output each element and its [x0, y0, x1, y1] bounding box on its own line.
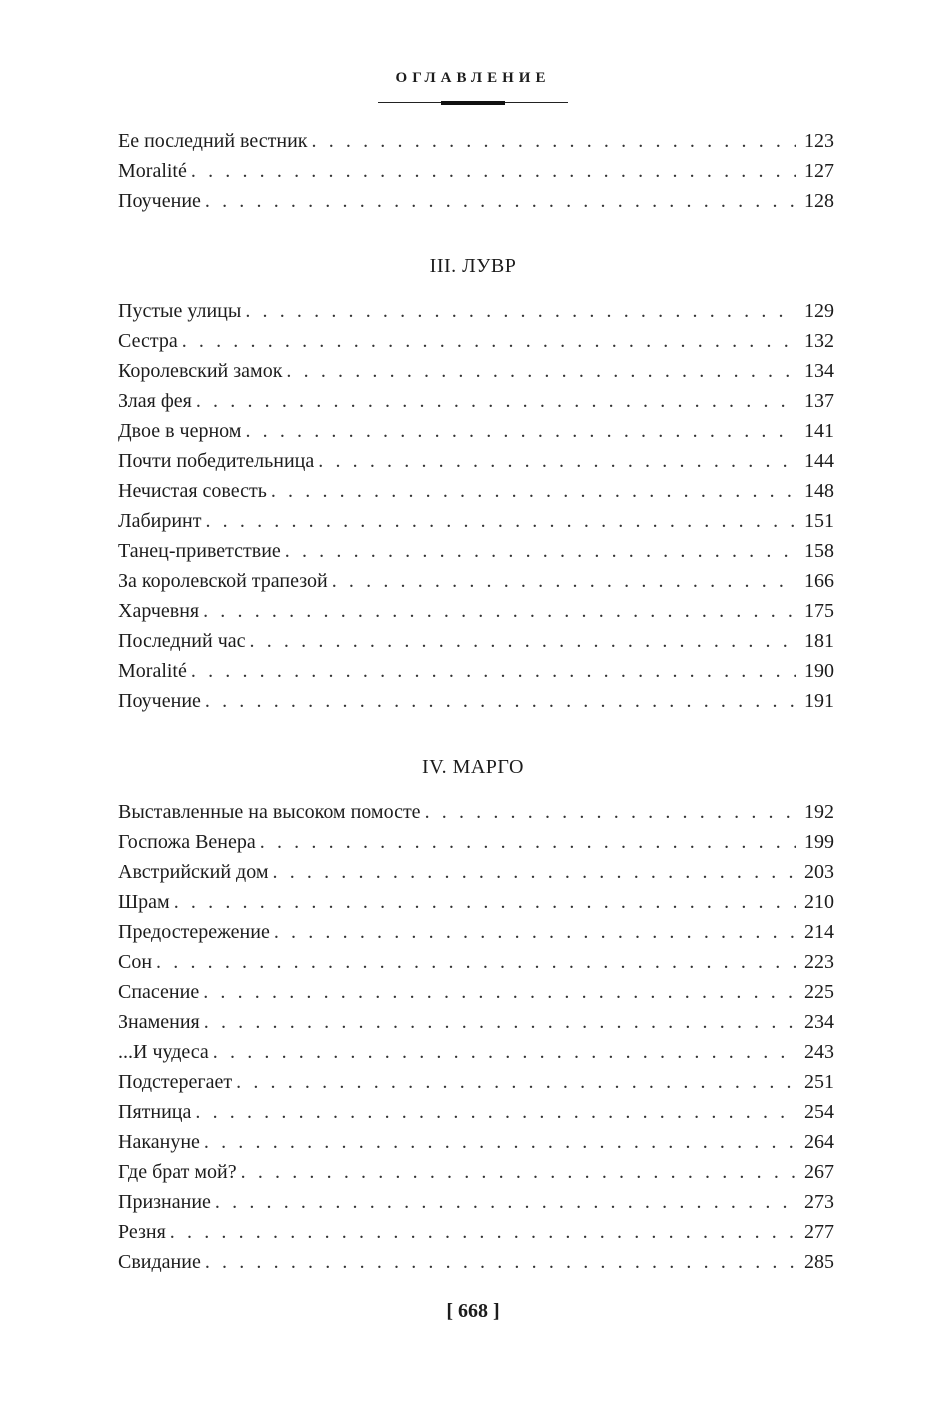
dot-leader: [156, 947, 796, 977]
entry-page: 148: [804, 480, 834, 502]
toc-entry[interactable]: [118, 1217, 834, 1247]
entry-title: Госпожа Венера: [118, 831, 256, 853]
entry-title: Поучение: [118, 690, 201, 712]
dot-leader: [182, 326, 796, 356]
dot-leader: [236, 1067, 796, 1097]
toc-entry[interactable]: [118, 1007, 834, 1037]
toc-entry[interactable]: [118, 686, 834, 716]
dot-leader: [286, 356, 796, 386]
entry-title: Где брат мой?: [118, 1161, 237, 1183]
dot-leader: [204, 1127, 796, 1157]
section-title-margo: IV. МАРГО: [422, 756, 524, 778]
toc-entry[interactable]: [118, 416, 834, 446]
entry-page: 175: [804, 600, 834, 622]
entry-title: Королевский замок: [118, 360, 283, 382]
toc-entry[interactable]: [118, 156, 834, 186]
entry-page: 129: [804, 300, 834, 322]
entry-page: 264: [804, 1131, 834, 1153]
dot-leader: [174, 887, 796, 917]
entry-page: 128: [804, 190, 834, 212]
toc-entry[interactable]: [118, 977, 834, 1007]
entry-page: 166: [804, 570, 834, 592]
entry-page: 141: [804, 420, 834, 442]
entry-page: 158: [804, 540, 834, 562]
toc-entry[interactable]: [118, 386, 834, 416]
entry-title: Танец-приветствие: [118, 540, 281, 562]
dot-leader: [271, 476, 796, 506]
toc-entry[interactable]: [118, 446, 834, 476]
entry-page: 223: [804, 951, 834, 973]
entry-title: Moralité: [118, 160, 187, 182]
dot-leader: [191, 156, 796, 186]
dot-leader: [250, 626, 796, 656]
dot-leader: [195, 1097, 796, 1127]
entry-title: Предостережение: [118, 921, 270, 943]
dot-leader: [205, 1247, 796, 1277]
entry-page: 123: [804, 130, 834, 152]
entry-title: Поучение: [118, 190, 201, 212]
entry-title: Лабиринт: [118, 510, 202, 532]
dot-leader: [205, 506, 796, 536]
entry-title: Шрам: [118, 891, 170, 913]
dot-leader: [245, 416, 796, 446]
section-title-louvre: III. ЛУВР: [429, 255, 517, 277]
toc-continued-list: [118, 126, 834, 216]
dot-leader: [425, 797, 796, 827]
toc-section-3-list: [118, 296, 834, 716]
dot-leader: [318, 446, 796, 476]
toc-entry[interactable]: [118, 566, 834, 596]
entry-page: 132: [804, 330, 834, 352]
entry-title: ...И чудеса: [118, 1041, 209, 1063]
entry-title: Выставленные на высоком помосте: [118, 801, 421, 823]
dot-leader: [203, 596, 796, 626]
dot-leader: [245, 296, 796, 326]
entry-title: Злая фея: [118, 390, 192, 412]
entry-page: 277: [804, 1221, 834, 1243]
entry-title: Moralité: [118, 660, 187, 682]
entry-title: Последний час: [118, 630, 246, 652]
dot-leader: [241, 1157, 796, 1187]
toc-entry[interactable]: [118, 1037, 834, 1067]
toc-entry[interactable]: [118, 296, 834, 326]
entry-title: Спасение: [118, 981, 200, 1003]
dot-leader: [285, 536, 796, 566]
toc-entry[interactable]: [118, 1067, 834, 1097]
header-rule-ornament: [441, 101, 505, 105]
toc-entry[interactable]: [118, 1157, 834, 1187]
entry-page: 144: [804, 450, 834, 472]
entry-title: Двое в черном: [118, 420, 242, 442]
entry-page: 234: [804, 1011, 834, 1033]
toc-entry[interactable]: [118, 947, 834, 977]
entry-title: Сон: [118, 951, 153, 973]
dot-leader: [274, 917, 796, 947]
entry-title: Нечистая совесть: [118, 480, 267, 502]
toc-entry[interactable]: [118, 857, 834, 887]
dot-leader: [215, 1187, 796, 1217]
toc-section-4-list: [118, 797, 834, 1277]
toc-entry[interactable]: [118, 887, 834, 917]
toc-entry[interactable]: [118, 917, 834, 947]
toc-entry[interactable]: [118, 1247, 834, 1277]
toc-entry[interactable]: [118, 626, 834, 656]
entry-title: Ее последний вестник: [118, 130, 308, 152]
toc-entry[interactable]: [118, 1187, 834, 1217]
toc-entry[interactable]: [118, 656, 834, 686]
dot-leader: [312, 126, 797, 156]
entry-page: 214: [804, 921, 834, 943]
entry-title: Признание: [118, 1191, 211, 1213]
entry-title: Харчевня: [118, 600, 200, 622]
entry-page: 251: [804, 1071, 834, 1093]
entry-title: Свидание: [118, 1251, 201, 1273]
dot-leader: [332, 566, 796, 596]
entry-page: 225: [804, 981, 834, 1003]
entry-title: Почти победительница: [118, 450, 315, 472]
entry-page: 181: [804, 630, 834, 652]
entry-page: 267: [804, 1161, 834, 1183]
entry-page: 127: [804, 160, 834, 182]
toc-entry[interactable]: [118, 326, 834, 356]
entry-title: Резня: [118, 1221, 166, 1243]
toc-entry[interactable]: [118, 506, 834, 536]
entry-title: Подстерегает: [118, 1071, 233, 1093]
dot-leader: [204, 1007, 796, 1037]
entry-title: Австрийский дом: [118, 861, 269, 883]
dot-leader: [273, 857, 797, 887]
entry-page: 285: [804, 1251, 834, 1273]
page-number: [ 668 ]: [446, 1300, 500, 1322]
toc-entry[interactable]: [118, 1127, 834, 1157]
dot-leader: [170, 1217, 796, 1247]
dot-leader: [196, 386, 796, 416]
toc-entry[interactable]: [118, 797, 834, 827]
entry-page: 192: [804, 801, 834, 823]
toc-entry[interactable]: [118, 476, 834, 506]
toc-entry[interactable]: [118, 1097, 834, 1127]
dot-leader: [203, 977, 796, 1007]
toc-entry[interactable]: [118, 536, 834, 566]
entry-page: 254: [804, 1101, 834, 1123]
entry-page: 203: [804, 861, 834, 883]
toc-entry[interactable]: [118, 596, 834, 626]
entry-page: 151: [804, 510, 834, 532]
entry-title: Пятница: [118, 1101, 192, 1123]
entry-page: 210: [804, 891, 834, 913]
dot-leader: [260, 827, 796, 857]
entry-page: 273: [804, 1191, 834, 1213]
dot-leader: [205, 686, 796, 716]
toc-entry[interactable]: [118, 126, 834, 156]
entry-title: Сестра: [118, 330, 178, 352]
entry-title: Пустые улицы: [118, 300, 242, 322]
entry-page: 191: [804, 690, 834, 712]
dot-leader: [191, 656, 796, 686]
entry-page: 199: [804, 831, 834, 853]
dot-leader: [213, 1037, 796, 1067]
entry-title: Накануне: [118, 1131, 200, 1153]
entry-page: 134: [804, 360, 834, 382]
entry-page: 137: [804, 390, 834, 412]
toc-entry[interactable]: [118, 827, 834, 857]
entry-title: За королевской трапезой: [118, 570, 328, 592]
entry-page: 243: [804, 1041, 834, 1063]
entry-title: Знамения: [118, 1011, 200, 1033]
toc-entry[interactable]: [118, 186, 834, 216]
dot-leader: [205, 186, 796, 216]
toc-entry[interactable]: [118, 356, 834, 386]
entry-page: 190: [804, 660, 834, 682]
running-head: ОГЛАВЛЕНИЕ: [395, 70, 551, 86]
